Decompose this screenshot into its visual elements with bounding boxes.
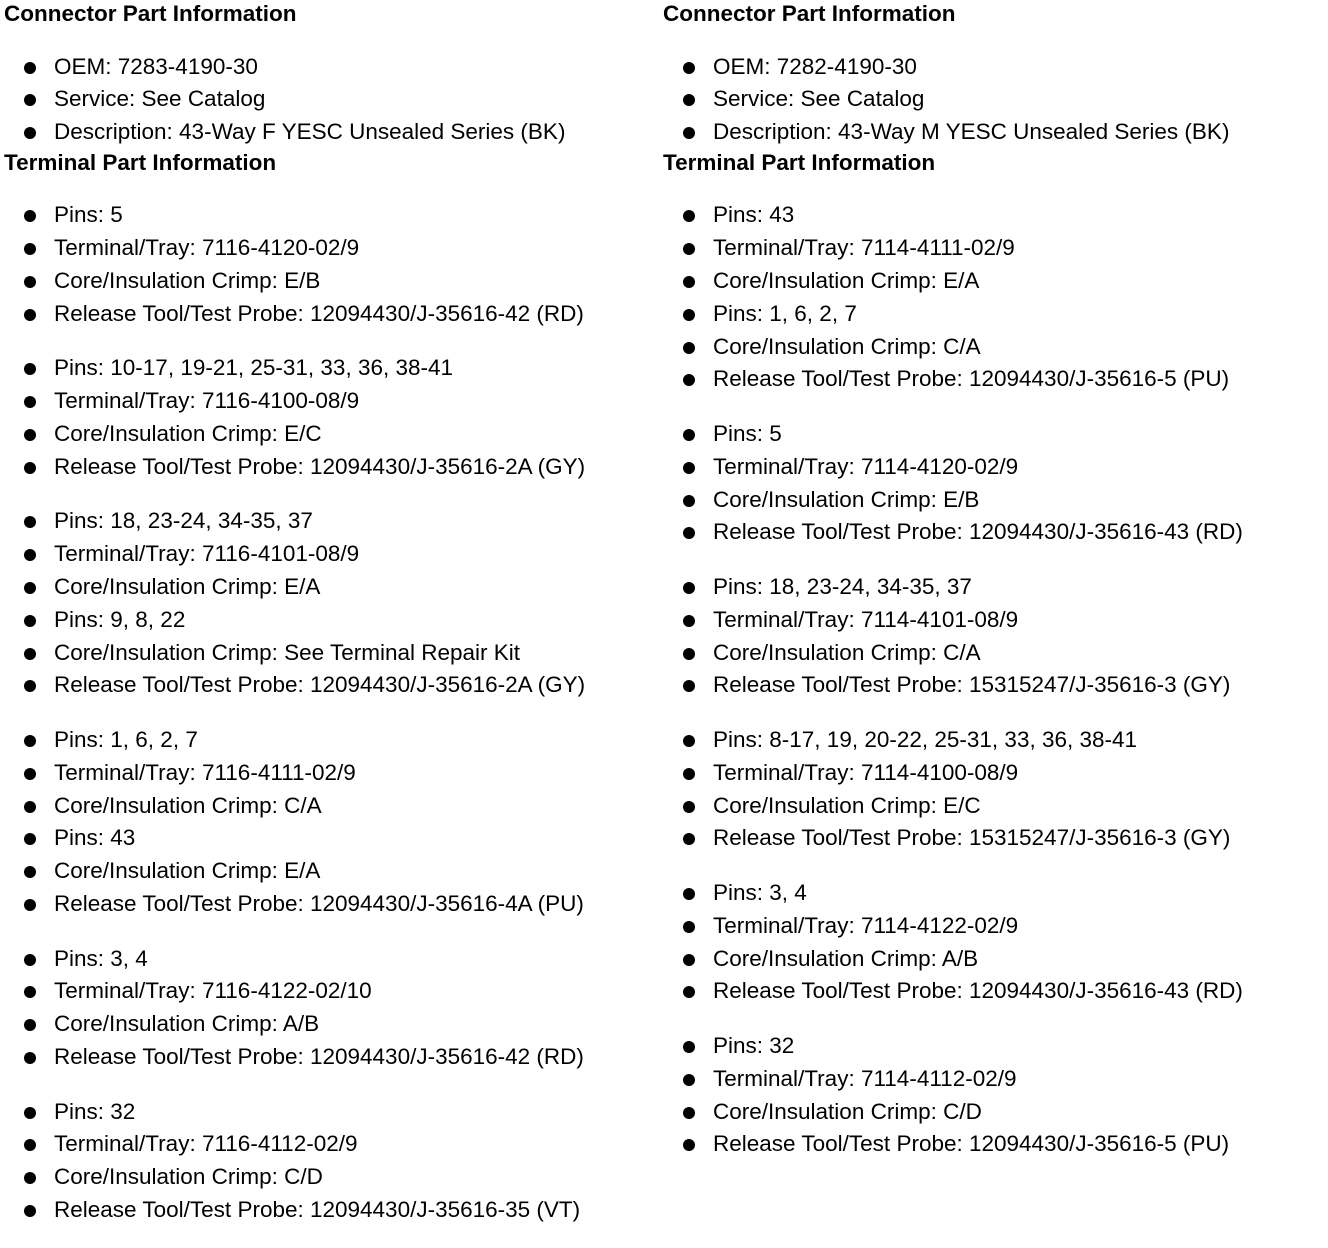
bullet-icon <box>24 549 36 561</box>
bullet-icon <box>24 429 36 441</box>
list-item: Core/Insulation Crimp: E/A <box>663 265 1323 298</box>
bullet-icon <box>683 1074 695 1086</box>
list-item: Terminal/Tray: 7116-4111-02/9 <box>4 757 659 790</box>
list-item: Pins: 43 <box>4 822 659 855</box>
bullet-icon <box>24 1139 36 1151</box>
bullet-icon <box>24 986 36 998</box>
list-item: OEM: 7282-4190-30 <box>663 51 1323 84</box>
connector-heading: Connector Part Information <box>4 1 297 26</box>
terminal-group <box>663 877 1323 1008</box>
list-item: Pins: 18, 23-24, 34-35, 37 <box>663 571 1323 604</box>
bullet-icon <box>24 1107 36 1119</box>
bullet-icon <box>683 833 695 845</box>
bullet-icon <box>683 429 695 441</box>
list-item: Release Tool/Test Probe: 15315247/J-35616-3 (GY) <box>663 822 1323 855</box>
right-column <box>663 0 1323 1161</box>
terminal-heading: Terminal Part Information <box>4 149 277 175</box>
bullet-icon <box>683 735 695 747</box>
terminal-group <box>663 571 1323 702</box>
list-item: Description: 43-Way M YESC Unsealed Series (BK) <box>663 116 1323 149</box>
bullet-icon <box>24 735 36 747</box>
list-item: OEM: 7283-4190-30 <box>4 51 659 84</box>
list-item: Pins: 43 <box>663 199 1323 232</box>
list-item: Core/Insulation Crimp: E/A <box>4 571 659 604</box>
list-item: Release Tool/Test Probe: 12094430/J-35616-2A (GY) <box>4 451 659 484</box>
bullet-icon <box>683 243 695 255</box>
bullet-icon <box>24 516 36 528</box>
bullet-icon <box>683 921 695 933</box>
list-item: Release Tool/Test Probe: 12094430/J-35616-2A (GY) <box>4 669 659 702</box>
terminal-group <box>663 418 1323 549</box>
list-item: Pins: 3, 4 <box>4 943 659 976</box>
list-item: Terminal/Tray: 7116-4112-02/9 <box>4 1128 659 1161</box>
list-item: Release Tool/Test Probe: 12094430/J-35616-5 (PU) <box>663 1128 1323 1161</box>
bullet-icon <box>24 899 36 911</box>
left-column <box>4 0 659 1227</box>
bullet-icon <box>24 648 36 660</box>
bullet-icon <box>683 210 695 222</box>
bullet-icon <box>683 342 695 354</box>
list-item: Pins: 10-17, 19-21, 25-31, 33, 36, 38-41 <box>4 352 659 385</box>
connector-heading: Connector Part Information <box>663 1 956 26</box>
bullet-icon <box>683 309 695 321</box>
list-item: Terminal/Tray: 7116-4101-08/9 <box>4 538 659 571</box>
terminal-group <box>4 943 659 1074</box>
list-item: Service: See Catalog <box>4 83 659 116</box>
bullet-icon <box>24 276 36 288</box>
bullet-icon <box>24 363 36 375</box>
list-item: Pins: 18, 23-24, 34-35, 37 <box>4 505 659 538</box>
bullet-icon <box>24 833 36 845</box>
list-item: Core/Insulation Crimp: C/D <box>663 1096 1323 1129</box>
bullet-icon <box>683 1139 695 1151</box>
bullet-icon <box>683 374 695 386</box>
bullet-icon <box>683 648 695 660</box>
bullet-icon <box>24 1052 36 1064</box>
terminal-group <box>4 505 659 702</box>
bullet-icon <box>24 954 36 966</box>
bullet-icon <box>24 680 36 692</box>
list-item: Release Tool/Test Probe: 12094430/J-35616-4A (PU) <box>4 888 659 921</box>
bullet-icon <box>24 94 36 106</box>
bullet-icon <box>24 210 36 222</box>
list-item: Pins: 5 <box>4 199 659 232</box>
bullet-icon <box>24 127 36 139</box>
bullet-icon <box>683 1107 695 1119</box>
list-item: Pins: 5 <box>663 418 1323 451</box>
list-item: Pins: 1, 6, 2, 7 <box>4 724 659 757</box>
list-item: Pins: 1, 6, 2, 7 <box>663 298 1323 331</box>
terminal-group <box>663 724 1323 855</box>
connector-list <box>4 51 659 149</box>
bullet-icon <box>683 527 695 539</box>
terminal-group <box>4 199 659 330</box>
list-item: Terminal/Tray: 7114-4120-02/9 <box>663 451 1323 484</box>
bullet-icon <box>24 1019 36 1031</box>
bullet-icon <box>683 495 695 507</box>
list-item: Terminal/Tray: 7116-4122-02/10 <box>4 975 659 1008</box>
list-item: Pins: 32 <box>4 1096 659 1129</box>
list-item: Release Tool/Test Probe: 12094430/J-35616-42 (RD) <box>4 298 659 331</box>
terminal-group <box>4 352 659 483</box>
list-item: Core/Insulation Crimp: E/C <box>4 418 659 451</box>
list-item: Core/Insulation Crimp: E/B <box>663 484 1323 517</box>
bullet-icon <box>683 127 695 139</box>
list-item: Pins: 3, 4 <box>663 877 1323 910</box>
bullet-icon <box>683 615 695 627</box>
list-item: Core/Insulation Crimp: C/A <box>663 331 1323 364</box>
list-item: Release Tool/Test Probe: 12094430/J-35616-5 (PU) <box>663 363 1323 396</box>
list-item: Terminal/Tray: 7114-4100-08/9 <box>663 757 1323 790</box>
bullet-icon <box>683 276 695 288</box>
bullet-icon <box>683 768 695 780</box>
bullet-icon <box>683 888 695 900</box>
bullet-icon <box>24 1172 36 1184</box>
bullet-icon <box>24 615 36 627</box>
list-item: Core/Insulation Crimp: C/D <box>4 1161 659 1194</box>
bullet-icon <box>683 582 695 594</box>
list-item: Service: See Catalog <box>663 83 1323 116</box>
list-item: Core/Insulation Crimp: E/A <box>4 855 659 888</box>
bullet-icon <box>683 462 695 474</box>
list-item: Release Tool/Test Probe: 15315247/J-35616-3 (GY) <box>663 669 1323 702</box>
list-item: Core/Insulation Crimp: C/A <box>663 637 1323 670</box>
terminal-group <box>663 1030 1323 1161</box>
terminal-heading: Terminal Part Information <box>663 149 936 175</box>
list-item: Core/Insulation Crimp: E/C <box>663 790 1323 823</box>
bullet-icon <box>24 243 36 255</box>
list-item: Core/Insulation Crimp: C/A <box>4 790 659 823</box>
list-item: Terminal/Tray: 7114-4111-02/9 <box>663 232 1323 265</box>
list-item: Core/Insulation Crimp: A/B <box>4 1008 659 1041</box>
list-item: Release Tool/Test Probe: 12094430/J-35616-43 (RD) <box>663 516 1323 549</box>
bullet-icon <box>24 309 36 321</box>
list-item: Core/Insulation Crimp: See Terminal Repair Kit <box>4 637 659 670</box>
list-item: Core/Insulation Crimp: E/B <box>4 265 659 298</box>
bullet-icon <box>683 954 695 966</box>
bullet-icon <box>683 1041 695 1053</box>
bullet-icon <box>24 768 36 780</box>
bullet-icon <box>683 801 695 813</box>
bullet-icon <box>24 866 36 878</box>
list-item: Core/Insulation Crimp: A/B <box>663 943 1323 976</box>
terminal-group <box>4 724 659 921</box>
bullet-icon <box>683 986 695 998</box>
list-item: Pins: 32 <box>663 1030 1323 1063</box>
list-item: Release Tool/Test Probe: 12094430/J-35616-43 (RD) <box>663 975 1323 1008</box>
list-item: Terminal/Tray: 7114-4122-02/9 <box>663 910 1323 943</box>
list-item: Description: 43-Way F YESC Unsealed Series (BK) <box>4 116 659 149</box>
connector-list <box>663 51 1323 149</box>
bullet-icon <box>24 462 36 474</box>
list-item: Terminal/Tray: 7114-4112-02/9 <box>663 1063 1323 1096</box>
list-item: Release Tool/Test Probe: 12094430/J-35616-42 (RD) <box>4 1041 659 1074</box>
bullet-icon <box>24 396 36 408</box>
bullet-icon <box>683 680 695 692</box>
list-item: Pins: 8-17, 19, 20-22, 25-31, 33, 36, 38-41 <box>663 724 1323 757</box>
bullet-icon <box>24 801 36 813</box>
bullet-icon <box>24 62 36 74</box>
list-item: Pins: 9, 8, 22 <box>4 604 659 637</box>
terminal-group <box>4 1096 659 1227</box>
bullet-icon <box>683 94 695 106</box>
terminal-group <box>663 199 1323 396</box>
list-item: Release Tool/Test Probe: 12094430/J-35616-35 (VT) <box>4 1194 659 1227</box>
list-item: Terminal/Tray: 7116-4120-02/9 <box>4 232 659 265</box>
bullet-icon <box>24 1205 36 1217</box>
bullet-icon <box>24 582 36 594</box>
list-item: Terminal/Tray: 7114-4101-08/9 <box>663 604 1323 637</box>
list-item: Terminal/Tray: 7116-4100-08/9 <box>4 385 659 418</box>
bullet-icon <box>683 62 695 74</box>
